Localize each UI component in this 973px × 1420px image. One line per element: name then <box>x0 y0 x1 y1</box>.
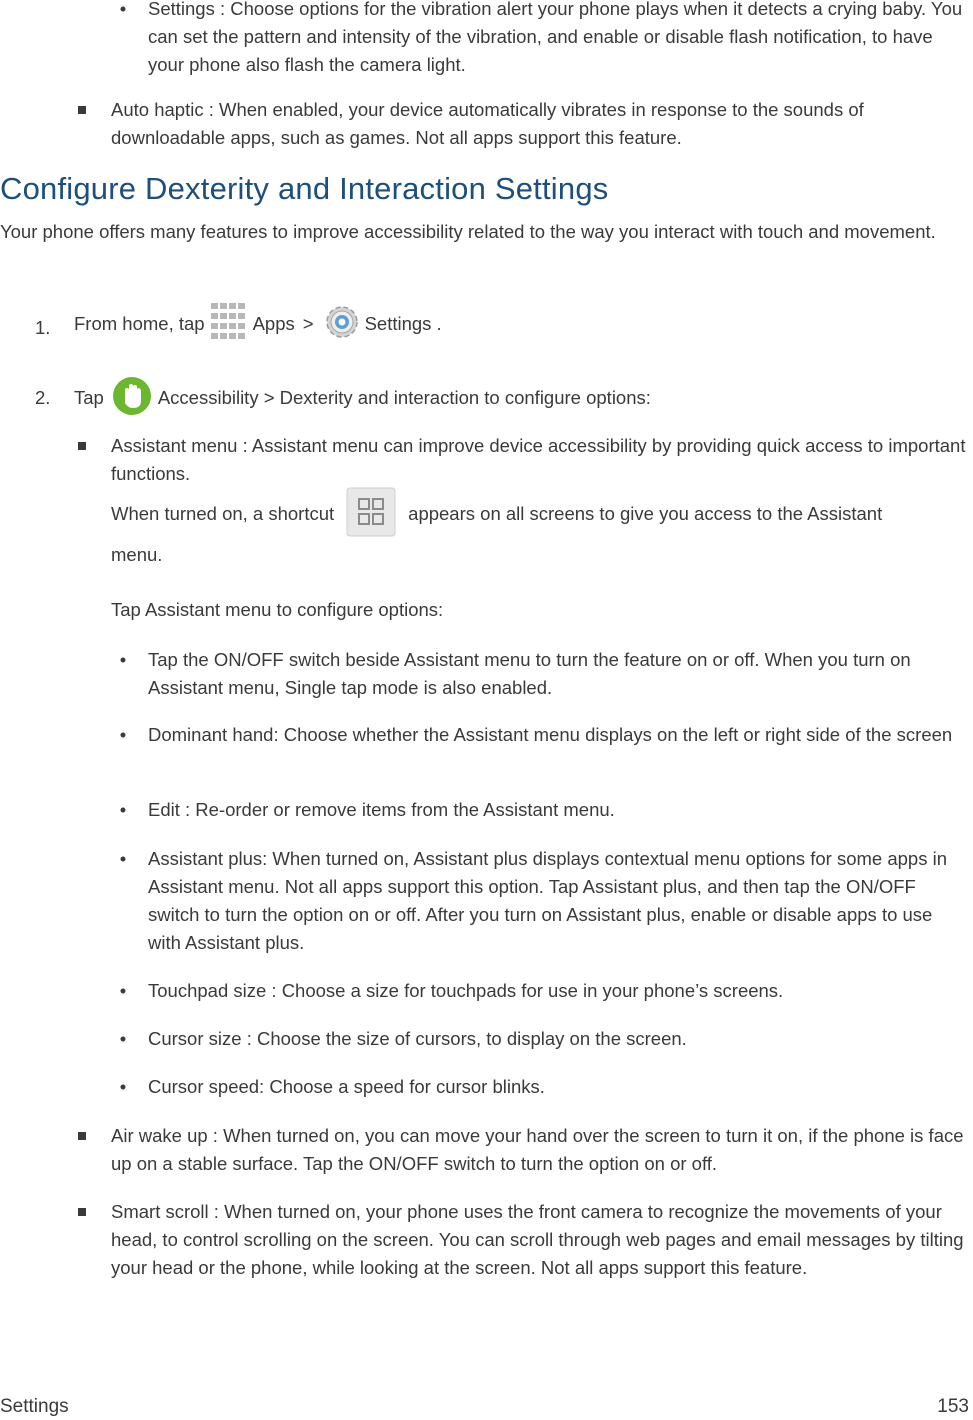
step-2-rest: Accessibility > Dexterity and interaction to configure options: <box>157 387 651 408</box>
page-number: 153 <box>937 1396 969 1417</box>
step-1-number: 1. <box>35 317 51 338</box>
step-2-pre: Tap <box>74 387 104 408</box>
arrow-separator: > <box>302 313 314 334</box>
shortcut-pre: When turned on, a shortcut <box>111 503 335 524</box>
square-bullet <box>78 1132 86 1140</box>
sub-item-edit: Edit : Re-order or remove items from the Assistant menu. <box>148 799 615 820</box>
assistant-menu-shortcut-icon <box>346 487 396 542</box>
sub-item-onoff: Tap the ON/OFF switch beside Assistant menu to turn the feature on or off. When you turn on Assistant menu, Single tap mode is also enabled. <box>148 649 911 698</box>
square-bullet <box>78 442 86 450</box>
sub-item-cursor-speed: Cursor speed: Choose a speed for cursor blinks. <box>148 1076 545 1097</box>
assistant-menu-text: Assistant menu : Assistant menu can improve device accessibility by providing quick access to important functions. <box>111 435 966 484</box>
step-2 <box>74 364 651 432</box>
bullet: • <box>119 980 127 1001</box>
settings-label: Settings . <box>364 313 442 334</box>
bullet: • <box>119 0 127 19</box>
apps-label: Apps <box>252 313 295 334</box>
section-title: Configure Dexterity and Interaction Settings <box>0 171 609 206</box>
tap-assistant-options: Tap Assistant menu to configure options: <box>111 599 444 620</box>
auto-haptic-text: Auto haptic : When enabled, your device automatically vibrates in response to the sounds of downloadable apps, such as games. Not all apps support this feature. <box>111 99 864 148</box>
step-1-pre: From home, tap <box>74 313 205 334</box>
accessibility-hand-icon <box>112 376 152 421</box>
bullet: • <box>119 1076 127 1097</box>
bullet: • <box>119 848 127 869</box>
square-bullet <box>78 106 86 114</box>
footer-section: Settings <box>0 1396 69 1417</box>
sub-item-cursor-size: Cursor size : Choose the size of cursors, to display on the screen. <box>148 1028 687 1049</box>
bullet: • <box>119 799 127 820</box>
shortcut-end: menu. <box>111 544 163 565</box>
smart-scroll-text: Smart scroll : When turned on, your phone uses the front camera to recognize the movements of your head, to control scrolling on the screen. You can scroll through web pages and email messages by tilting your head or the phone, while looking at the screen. Not all apps support this feature. <box>111 1201 964 1278</box>
sub-item-assistant-plus: Assistant plus: When turned on, Assistant plus displays contextual menu options for some apps in Assistant menu. Not all apps support this option. Tap Assistant plus, and then tap the ON/OFF switch to turn the option on or off. After you turn on Assistant plus, enable or disable apps to use with Assistant plus. <box>148 848 948 953</box>
step-1 <box>74 294 442 354</box>
shortcut-line <box>111 488 971 540</box>
air-wake-up-text: Air wake up : When turned on, you can move your hand over the screen to turn it on, if the phone is face up on a stable surface. Tap the ON/OFF switch to turn the option on or off. <box>111 1125 964 1174</box>
bullet: • <box>119 649 127 670</box>
step-2-number: 2. <box>35 387 51 408</box>
sub-item-touchpad-size: Touchpad size : Choose a size for touchpads for use in your phone’s screens. <box>148 980 784 1001</box>
square-bullet <box>78 1208 86 1216</box>
settings-gear-icon <box>322 300 362 349</box>
apps-grid-icon <box>210 302 248 347</box>
bullet: • <box>119 724 127 745</box>
section-intro: Your phone offers many features to improve accessibility related to the way you interact with touch and movement. <box>0 221 936 242</box>
bullet: • <box>119 1028 127 1049</box>
sub-item-dominant-hand: Dominant hand: Choose whether the Assistant menu displays on the left or right side of the screen <box>148 724 953 745</box>
shortcut-post: appears on all screens to give you access to the Assistant <box>408 503 883 524</box>
vibration-settings-text: Settings : Choose options for the vibration alert your phone plays when it detects a crying baby. You can set the pattern and intensity of the vibration, and enable or disable flash notification, to have your phone also flash the camera light. <box>148 0 963 75</box>
